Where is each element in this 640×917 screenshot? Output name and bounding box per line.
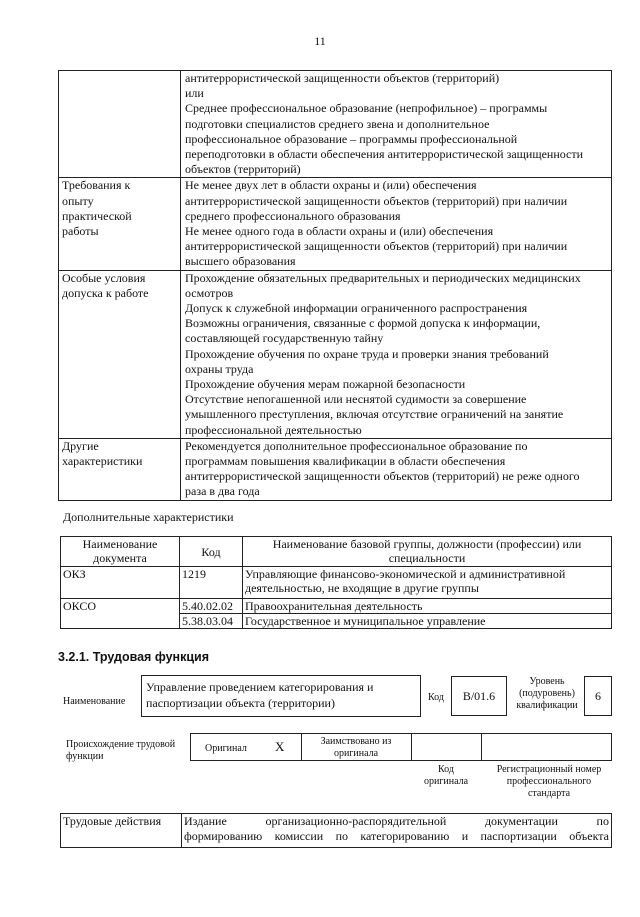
cell-doc: ОКСО — [61, 599, 180, 629]
experience-label: Требования к опыту практической работы — [59, 178, 181, 270]
table-row — [59, 270, 612, 438]
actions-value — [182, 814, 612, 848]
text-line: антитеррористической защищенности объектов (территорий) — [185, 71, 500, 85]
borrowed-label: Заимствовано из оригинала — [320, 736, 392, 759]
original-label: Оригинал — [205, 743, 247, 754]
table-row — [61, 599, 612, 614]
page-number: 11 — [314, 34, 326, 48]
origin-code-label: Код оригинала — [423, 764, 469, 787]
admission-label: Особые условия допуска к работе — [59, 270, 181, 438]
table-row — [61, 567, 612, 599]
text-line: подготовки специалистов среднего звена и дополнительное — [185, 116, 490, 131]
cell-code: 5.38.03.04 — [180, 614, 243, 629]
other-label: Другие характеристики — [59, 438, 181, 500]
requirements-table — [58, 70, 612, 501]
table-row — [61, 814, 612, 848]
function-name-box: Управление проведением категорирования и паспортизации объекта (территории) — [141, 675, 421, 717]
text-line: Среднее профессиональное образование (непрофильное) – программы — [185, 101, 548, 116]
code-label: Код — [428, 692, 444, 703]
actions-line-1: Издание организационно-распорядительной документации по — [184, 814, 609, 828]
other-value: Рекомендуется дополнительное профессиональное образование по программам повышения квалификации в области обеспечения антитеррористической защищенности объектов (территорий) не реже одного раза в два года — [181, 438, 612, 500]
table-header-row — [61, 537, 612, 567]
divider — [301, 734, 302, 760]
text-line: объектов (территорий) — [185, 162, 301, 177]
actions-line-2: формированию комиссии по категорированию и паспортизации объекта — [184, 829, 609, 844]
table-row — [59, 71, 612, 178]
text-line: переподготовки в области обеспечения антитеррористической защищенности — [185, 147, 584, 162]
actions-table — [60, 813, 612, 848]
table-row — [59, 178, 612, 270]
reg-number-label: Регистрационный номер профессионального стандарта — [496, 764, 602, 799]
cell-doc: ОКЗ — [61, 567, 180, 599]
empty-label-cell — [59, 71, 181, 178]
origin-box — [190, 733, 612, 761]
cell-name: Правоохранительная деятельность — [243, 599, 612, 614]
level-label: Уровень (подуровень) квалификации — [516, 676, 578, 711]
cell-name: Управляющие финансово-экономической и административной деятельностью, не входящие в другие группы — [243, 567, 612, 599]
cell-code: 1219 — [180, 567, 243, 599]
level-value-box: 6 — [584, 676, 612, 716]
experience-value: Не менее двух лет в области охраны и (или) обеспечения антитеррористической защищенности объектов (территорий) при наличии среднего профессионального образования Не менее одного года в области охраны и (или) обеспечения антитеррористической защищенности объектов (территорий) при наличии высшего образования — [181, 178, 612, 270]
function-title: 3.2.1. Трудовая функция — [58, 650, 210, 664]
header-name: Наименование базовой группы, должности (профессии) или специальности — [243, 537, 612, 567]
extra-characteristics-title: Дополнительные характеристики — [63, 510, 234, 524]
origin-label: Происхождение трудовой функции — [66, 739, 176, 762]
original-mark: X — [275, 739, 285, 754]
function-code-box: В/01.6 — [451, 676, 507, 716]
divider — [411, 734, 412, 760]
header-document: Наименование документа — [61, 537, 180, 567]
text-line: или — [185, 86, 204, 101]
header-code: Код — [180, 537, 243, 567]
divider — [481, 734, 482, 760]
table-row — [59, 438, 612, 500]
classification-table — [60, 536, 612, 629]
name-label: Наименование — [63, 696, 126, 707]
text-line: профессиональное образование – программы профессиональной — [185, 131, 518, 146]
education-continuation-cell — [181, 71, 612, 178]
actions-label: Трудовые действия — [61, 814, 182, 848]
cell-name: Государственное и муниципальное управление — [243, 614, 612, 629]
cell-code: 5.40.02.02 — [180, 599, 243, 614]
admission-value: Прохождение обязательных предварительных и периодических медицинских осмотров Допуск к служебной информации ограниченного распространения Возможны ограничения, связанные с формой допуска к информации, составляющей государственную тайну Прохождение обучения по охране труда и проверки знания требований охраны труда Прохождение обучения мерам пожарной безопасности Отсутствие непогашенной или неснятой судимости за совершение умышленного преступления, включая отсутствие ограничений на занятие профессиональной деятельностью — [181, 270, 612, 438]
